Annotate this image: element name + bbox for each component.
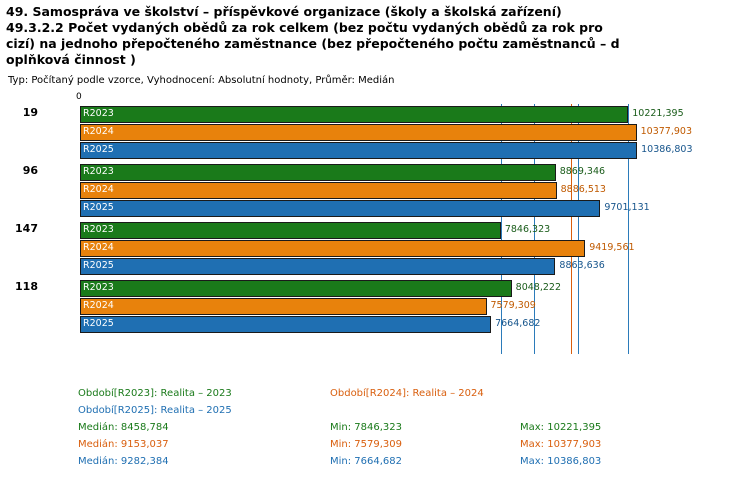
bar-r2025-147[interactable] [80,258,555,275]
bar-row [80,258,670,275]
bar-row [80,222,670,239]
bar-series-label: R2023 [83,282,114,293]
bar-r2023-118[interactable] [80,280,512,297]
bar-group [22,106,693,164]
bar-series-label: R2025 [83,260,114,271]
legend-row [0,405,750,422]
legend-entry: Max: 10221,395 [520,422,602,433]
bar-plot [15,104,693,354]
axis-origin-label: 0 [76,92,82,102]
bar-row [80,298,670,315]
bar-value-label: 8886,513 [560,184,606,195]
legend-entry: Max: 10386,803 [520,456,602,467]
legend-entry: Min: 7579,309 [330,439,403,450]
bar-r2024-147[interactable] [80,240,585,257]
bar-series-label: R2025 [83,144,114,155]
group-label: 19 [22,106,38,119]
bar-row [80,182,670,199]
bar-series-label: R2023 [83,224,114,235]
bar-value-label: 8048,222 [515,282,562,293]
bar-row [80,124,692,141]
bar-value-label: 8863,636 [559,260,605,271]
legend-entry: Období[R2025]: Realita – 2025 [78,405,232,416]
bar-series-label: R2024 [83,126,114,137]
chart-plot-area [0,92,750,372]
group-label: 96 [22,164,38,177]
bar-group [22,164,670,222]
bar-series-label: R2023 [83,108,114,119]
legend-entry: Min: 7664,682 [330,456,403,467]
bar-series-label: R2024 [83,184,114,195]
bar-group [15,222,670,280]
bar-r2024-96[interactable] [80,182,557,199]
bar-r2023-147[interactable] [80,222,501,239]
bar-value-label: 10386,803 [641,144,693,155]
bar-r2025-19[interactable] [80,142,637,159]
bar-row [80,200,670,217]
bar-r2025-118[interactable] [80,316,491,333]
bar-value-label: 10221,395 [632,108,684,119]
bar-value-label: 7846,323 [504,224,551,235]
bar-series-label: R2024 [83,300,114,311]
legend-row [0,456,750,473]
legend-row [0,422,750,439]
bar-series-label: R2025 [83,202,114,213]
bar-row [80,164,670,181]
bar-value-label: 8869,346 [559,166,606,177]
legend-row [0,388,750,405]
legend-entry: Min: 7846,323 [330,422,403,433]
bar-value-label: 10377,903 [640,126,692,137]
chart-header [0,0,750,86]
bar-r2024-19[interactable] [80,124,637,141]
bar-r2024-118[interactable] [80,298,487,315]
bar-r2025-96[interactable] [80,200,600,217]
bar-value-label: 9419,561 [589,242,635,253]
group-label: 118 [15,280,38,293]
legend-entry: Max: 10377,903 [520,439,602,450]
legend-row [0,439,750,456]
group-label: 147 [15,222,38,235]
bar-series-label: R2023 [83,166,114,177]
chart-title-line-4: oplňková činnost ) [6,52,136,67]
bar-value-label: 7664,682 [495,318,541,329]
bar-row [80,106,684,123]
legend-entry: Medián: 9282,384 [78,456,169,467]
bar-row [80,240,670,257]
bar-group [15,280,670,338]
bar-r2023-96[interactable] [80,164,556,181]
bar-value-label: 9701,131 [604,202,650,213]
legend-entry: Medián: 8458,784 [78,422,169,433]
chart-title-line-3: cizí) na jednoho přepočteného zaměstnance (bez přepočteného počtu zaměstnanců – d [6,36,620,51]
chart-title-line-1: 49. Samospráva ve školství – příspěvkové organizace (školy a školská zařízení) [6,4,562,19]
bar-value-label: 7579,309 [490,300,536,311]
bar-series-label: R2024 [83,242,114,253]
bar-row [80,280,670,297]
chart-subtitle: Typ: Počítaný podle vzorce, Vyhodnocení: Absolutní hodnoty, Průměr: Medián [8,75,395,86]
chart-title-line-2: 49.3.2.2 Počet vydaných obědů za rok celkem (bez počtu vydaných obědů za rok pro [6,20,603,35]
legend-entry: Období[R2023]: Realita – 2023 [78,388,232,399]
chart-legend [0,388,750,473]
legend-entry: Období[R2024]: Realita – 2024 [330,388,484,399]
bar-series-label: R2025 [83,318,114,329]
bar-row [80,316,670,333]
bar-r2023-19[interactable] [80,106,628,123]
legend-entry: Medián: 9153,037 [78,439,169,450]
bar-row [80,142,693,159]
